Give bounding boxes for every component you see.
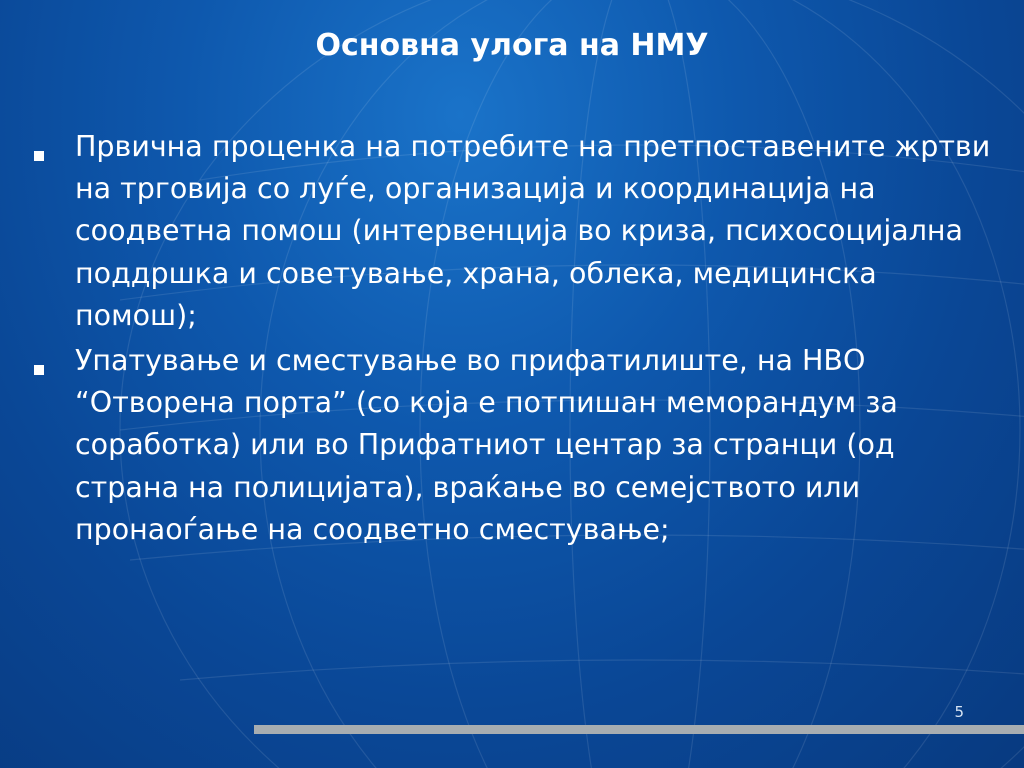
square-bullet-icon xyxy=(34,151,44,161)
bullet-text: Упатување и сместување во прифатилиште, на НВО “Отворена порта” (со која е потпишан меморандум за соработка) или во Прифатниот центар за странци (од страна на полицијата), враќање во семејството или пронаоѓање на соодветно сместување; xyxy=(75,344,898,546)
page-number: 5 xyxy=(954,703,964,721)
slide-title: Основна улога на НМУ xyxy=(315,28,709,63)
bullet-text: Првична проценка на потребите на претпоставените жртви на трговија со луѓе, организација и координација на соодветна помош (интервенција во криза, психосоцијална поддршка и советување, храна, облека, медицинска помош); xyxy=(75,130,991,332)
bullet-item xyxy=(34,340,994,551)
bullet-list xyxy=(34,126,994,554)
bullet-item xyxy=(34,126,994,337)
square-bullet-icon xyxy=(34,365,44,375)
footer-bar xyxy=(254,725,1024,734)
